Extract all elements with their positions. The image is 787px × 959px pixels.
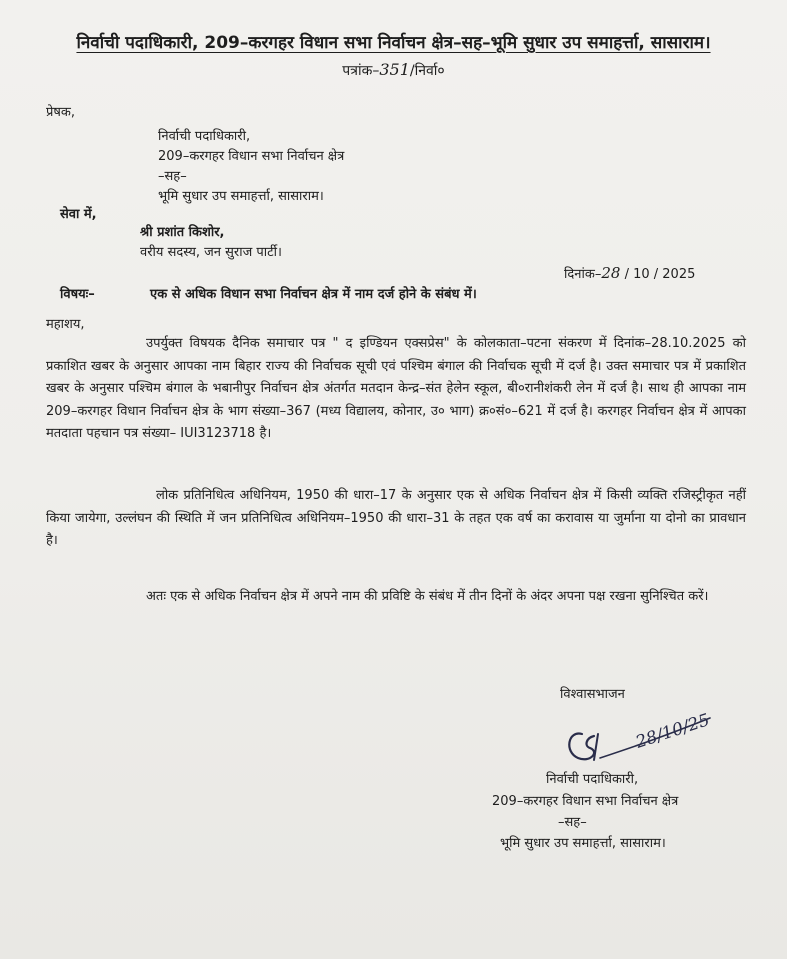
signatory-line-2: 209–करगहर विधान सभा निर्वाचन क्षेत्र <box>492 794 679 809</box>
closing: विश्वासभाजन <box>560 687 625 702</box>
date-prefix: दिनांक– <box>564 267 602 282</box>
signatory-line-1: निर्वाची पदाधिकारी, <box>546 772 639 787</box>
subject-text: एक से अधिक विधान सभा निर्वाचन क्षेत्र में नाम दर्ज होने के संबंध में। <box>150 287 477 302</box>
date-day-handwritten: 28 <box>601 264 621 282</box>
signature-date: 28/10/25 <box>633 710 713 753</box>
letter-header: निर्वाची पदाधिकारी, 209–करगहर विधान सभा निर्वाचन क्षेत्र–सह–भूमि सुधार उप समाहर्त्ता, सासाराम। <box>76 33 711 53</box>
sender-line-1: निर्वाची पदाधिकारी, <box>158 129 251 144</box>
sender-label: प्रेषक, <box>46 105 76 120</box>
handwritten-signature <box>560 708 750 770</box>
signatory-line-4: भूमि सुधार उप समाहर्त्ता, सासाराम। <box>500 836 666 851</box>
sender-line-2: 209–करगहर विधान सभा निर्वाचन क्षेत्र <box>158 149 345 164</box>
recipient-label: सेवा में, <box>60 207 97 222</box>
letter-date <box>564 264 695 282</box>
ref-suffix: /निर्वा० <box>409 63 445 79</box>
subject-label: विषयः– <box>60 287 95 302</box>
signatory-line-3: –सह– <box>558 815 587 830</box>
recipient-designation: वरीय सदस्य, जन सुराज पार्टी। <box>140 245 282 260</box>
body-paragraph-1: उपर्युक्त विषयक दैनिक समाचार पत्र " द इण्डियन एक्सप्रेस" के कोलकाता–पटना संकरण में दिनांक–28.10.2025 को प्रकाशित खबर के अनुसार आपका नाम बिहार राज्य की निर्वाचक सूची एवं पश्चिम बंगाल की निर्वाचक सूची में दर्ज है। उक्त समाचार पत्र में प्रकाशित खबर के अनुसार पश्चिम बंगाल के भबानीपुर निर्वाचन क्षेत्र अंतर्गत मतदान केन्द्र–संत हेलेन स्कूल, बी०रानीशंकरी लेन में दर्ज है। साथ ही आपका नाम 209–करगहर विधान निर्वाचन क्षेत्र के भाग संख्या–367 (मध्य विद्यालय, कोनार, उ० भाग) क्र०सं०–621 में दर्ज है। करगहर निर्वाचन क्षेत्र में आपका मतदाता पहचान पत्र संख्या– IUI3123718 है। <box>46 336 746 441</box>
sender-line-4: भूमि सुधार उप समाहर्त्ता, सासाराम। <box>158 189 324 204</box>
ref-number-handwritten: 351 <box>379 60 410 79</box>
reference-number <box>0 60 787 80</box>
sender-line-3: –सह– <box>158 169 187 184</box>
salutation: महाशय, <box>46 317 85 332</box>
date-rest: / 10 / 2025 <box>624 267 696 282</box>
recipient-name: श्री प्रशांत किशोर, <box>140 225 225 240</box>
body-paragraph-2: लोक प्रतिनिधित्व अधिनियम, 1950 की धारा–17 के अनुसार एक से अधिक निर्वाचन क्षेत्र में किसी व्यक्ति रजिस्ट्रीकृत नहीं किया जायेगा, उल्लंघन की स्थिति में जन प्रतिनिधित्व अधिनियम–1950 की धारा–31 के तहत एक वर्ष का करावास या जुर्माना या दोनो का प्रावधान है। <box>46 488 746 548</box>
ref-prefix: पत्रांक– <box>342 63 380 79</box>
body-paragraph-3: अतः एक से अधिक निर्वाचन क्षेत्र में अपने नाम की प्रविष्टि के संबंध में तीन दिनों के अंदर अपना पक्ष रखना सुनिश्चित करें। <box>146 589 709 604</box>
